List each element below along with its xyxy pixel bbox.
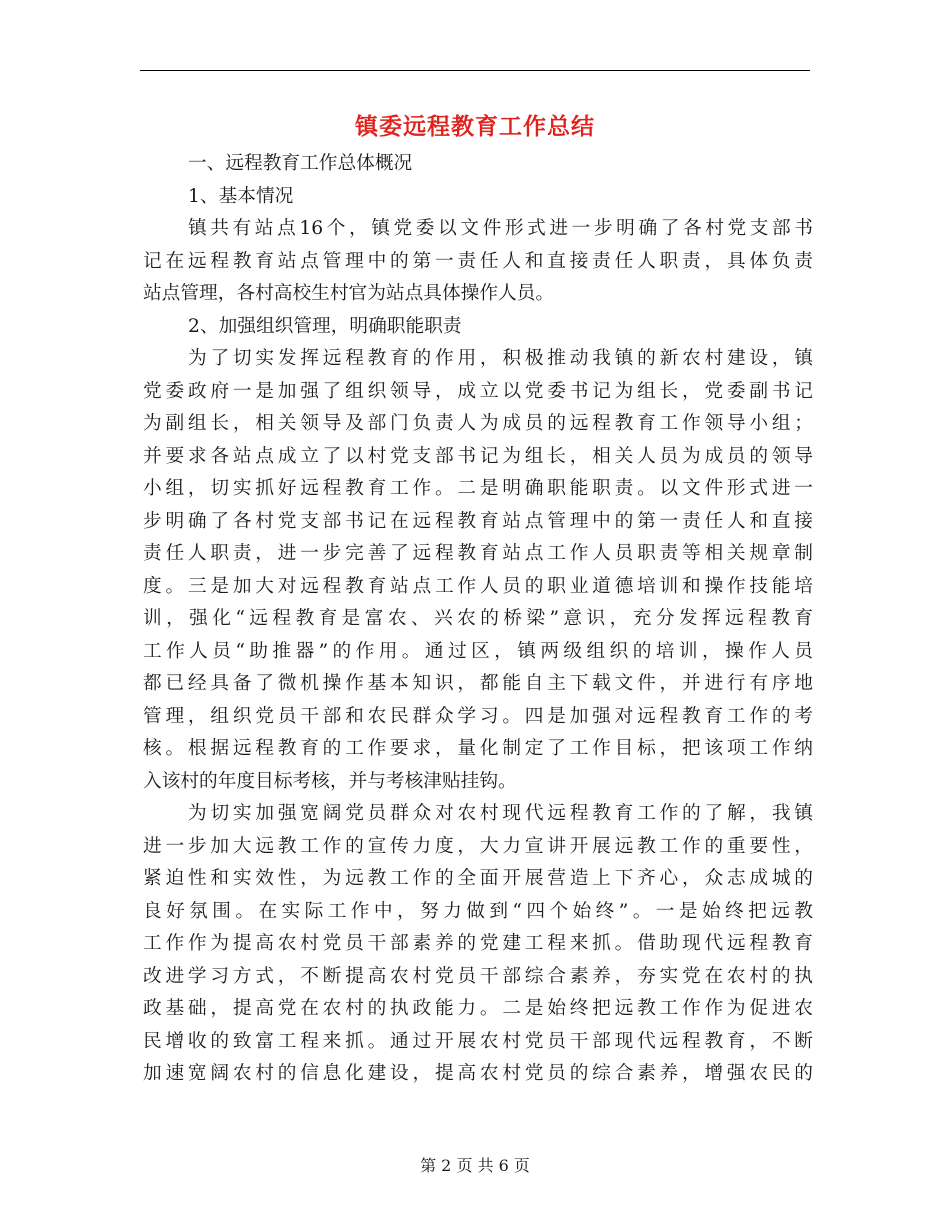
text-line: 训，强化“远程教育是富农、兴农的桥梁”意识，充分发挥远程教育	[143, 608, 813, 629]
text-line: 紧迫性和实效性，为远教工作的全面开展营造上下齐心，众志成城的	[143, 868, 813, 889]
text-line: 改进学习方式，不断提高农村党员干部综合素养，夯实党在农村的执	[143, 965, 813, 987]
page-footer: 第 2 页 共 6 页	[420, 1156, 530, 1175]
header-rule	[140, 70, 810, 71]
text-line: 责任人职责，进一步完善了远程教育站点工作人员职责等相关规章制	[143, 543, 813, 564]
text-line: 一、远程教育工作总体概况	[188, 153, 413, 174]
text-line: 镇共有站点16个，镇党委以文件形式进一步明确了各村党支部书	[188, 218, 813, 239]
text-line: 工作人员“助推器”的作用。通过区，镇两级组织的培训，操作人员	[143, 640, 813, 662]
text-line: 民增收的致富工程来抓。通过开展农村党员干部现代远程教育，不断	[143, 1030, 813, 1052]
text-line: 党委政府一是加强了组织领导，成立以党委书记为组长，党委副书记	[143, 380, 813, 402]
text-line: 站点管理，各村高校生村官为站点具体操作人员。	[143, 283, 555, 304]
text-line: 进一步加大远教工作的宣传力度，大力宣讲开展远教工作的重要性，	[143, 835, 813, 857]
text-line: 记在远程教育站点管理中的第一责任人和直接责任人职责，具体负责	[143, 250, 813, 272]
text-line: 1、基本情况	[188, 185, 294, 207]
text-line: 入该村的年度目标考核，并与考核津贴挂钩。	[143, 770, 517, 792]
document-title: 镇委远程教育工作总结	[355, 113, 595, 140]
text-line: 良好氛围。在实际工作中，努力做到“四个始终”。一是始终把远教	[143, 900, 813, 922]
text-line: 步明确了各村党支部书记在远程教育站点管理中的第一责任人和直接	[143, 510, 813, 532]
text-line: 都已经具备了微机操作基本知识，都能自主下载文件，并进行有序地	[143, 673, 813, 694]
document-body	[143, 148, 813, 1091]
text-line: 核。根据远程教育的工作要求，量化制定了工作目标，把该项工作纳	[143, 738, 813, 759]
text-line: 小组，切实抓好远程教育工作。二是明确职能职责。以文件形式进一	[143, 478, 813, 499]
text-line: 为切实加强宽阔党员群众对农村现代远程教育工作的了解，我镇	[188, 803, 813, 824]
text-line: 为副组长，相关领导及部门负责人为成员的远程教育工作领导小组；	[143, 413, 813, 434]
text-line: 为了切实发挥远程教育的作用，积极推动我镇的新农村建设，镇	[188, 348, 813, 369]
text-line: 加速宽阔农村的信息化建设，提高农村党员的综合素养，增强农民的	[143, 1063, 813, 1084]
text-line: 管理，组织党员干部和农民群众学习。四是加强对远程教育工作的考	[143, 705, 813, 727]
text-line: 2、加强组织管理，明确职能职责	[188, 315, 462, 337]
text-line: 工作作为提高农村党员干部素养的党建工程来抓。借助现代远程教育	[143, 933, 813, 954]
text-line: 政基础，提高党在农村的执政能力。二是始终把远教工作作为促进农	[143, 998, 813, 1019]
text-line: 并要求各站点成立了以村党支部书记为组长，相关人员为成员的领导	[143, 445, 813, 467]
text-line: 度。三是加大对远程教育站点工作人员的职业道德培训和操作技能培	[143, 575, 813, 597]
